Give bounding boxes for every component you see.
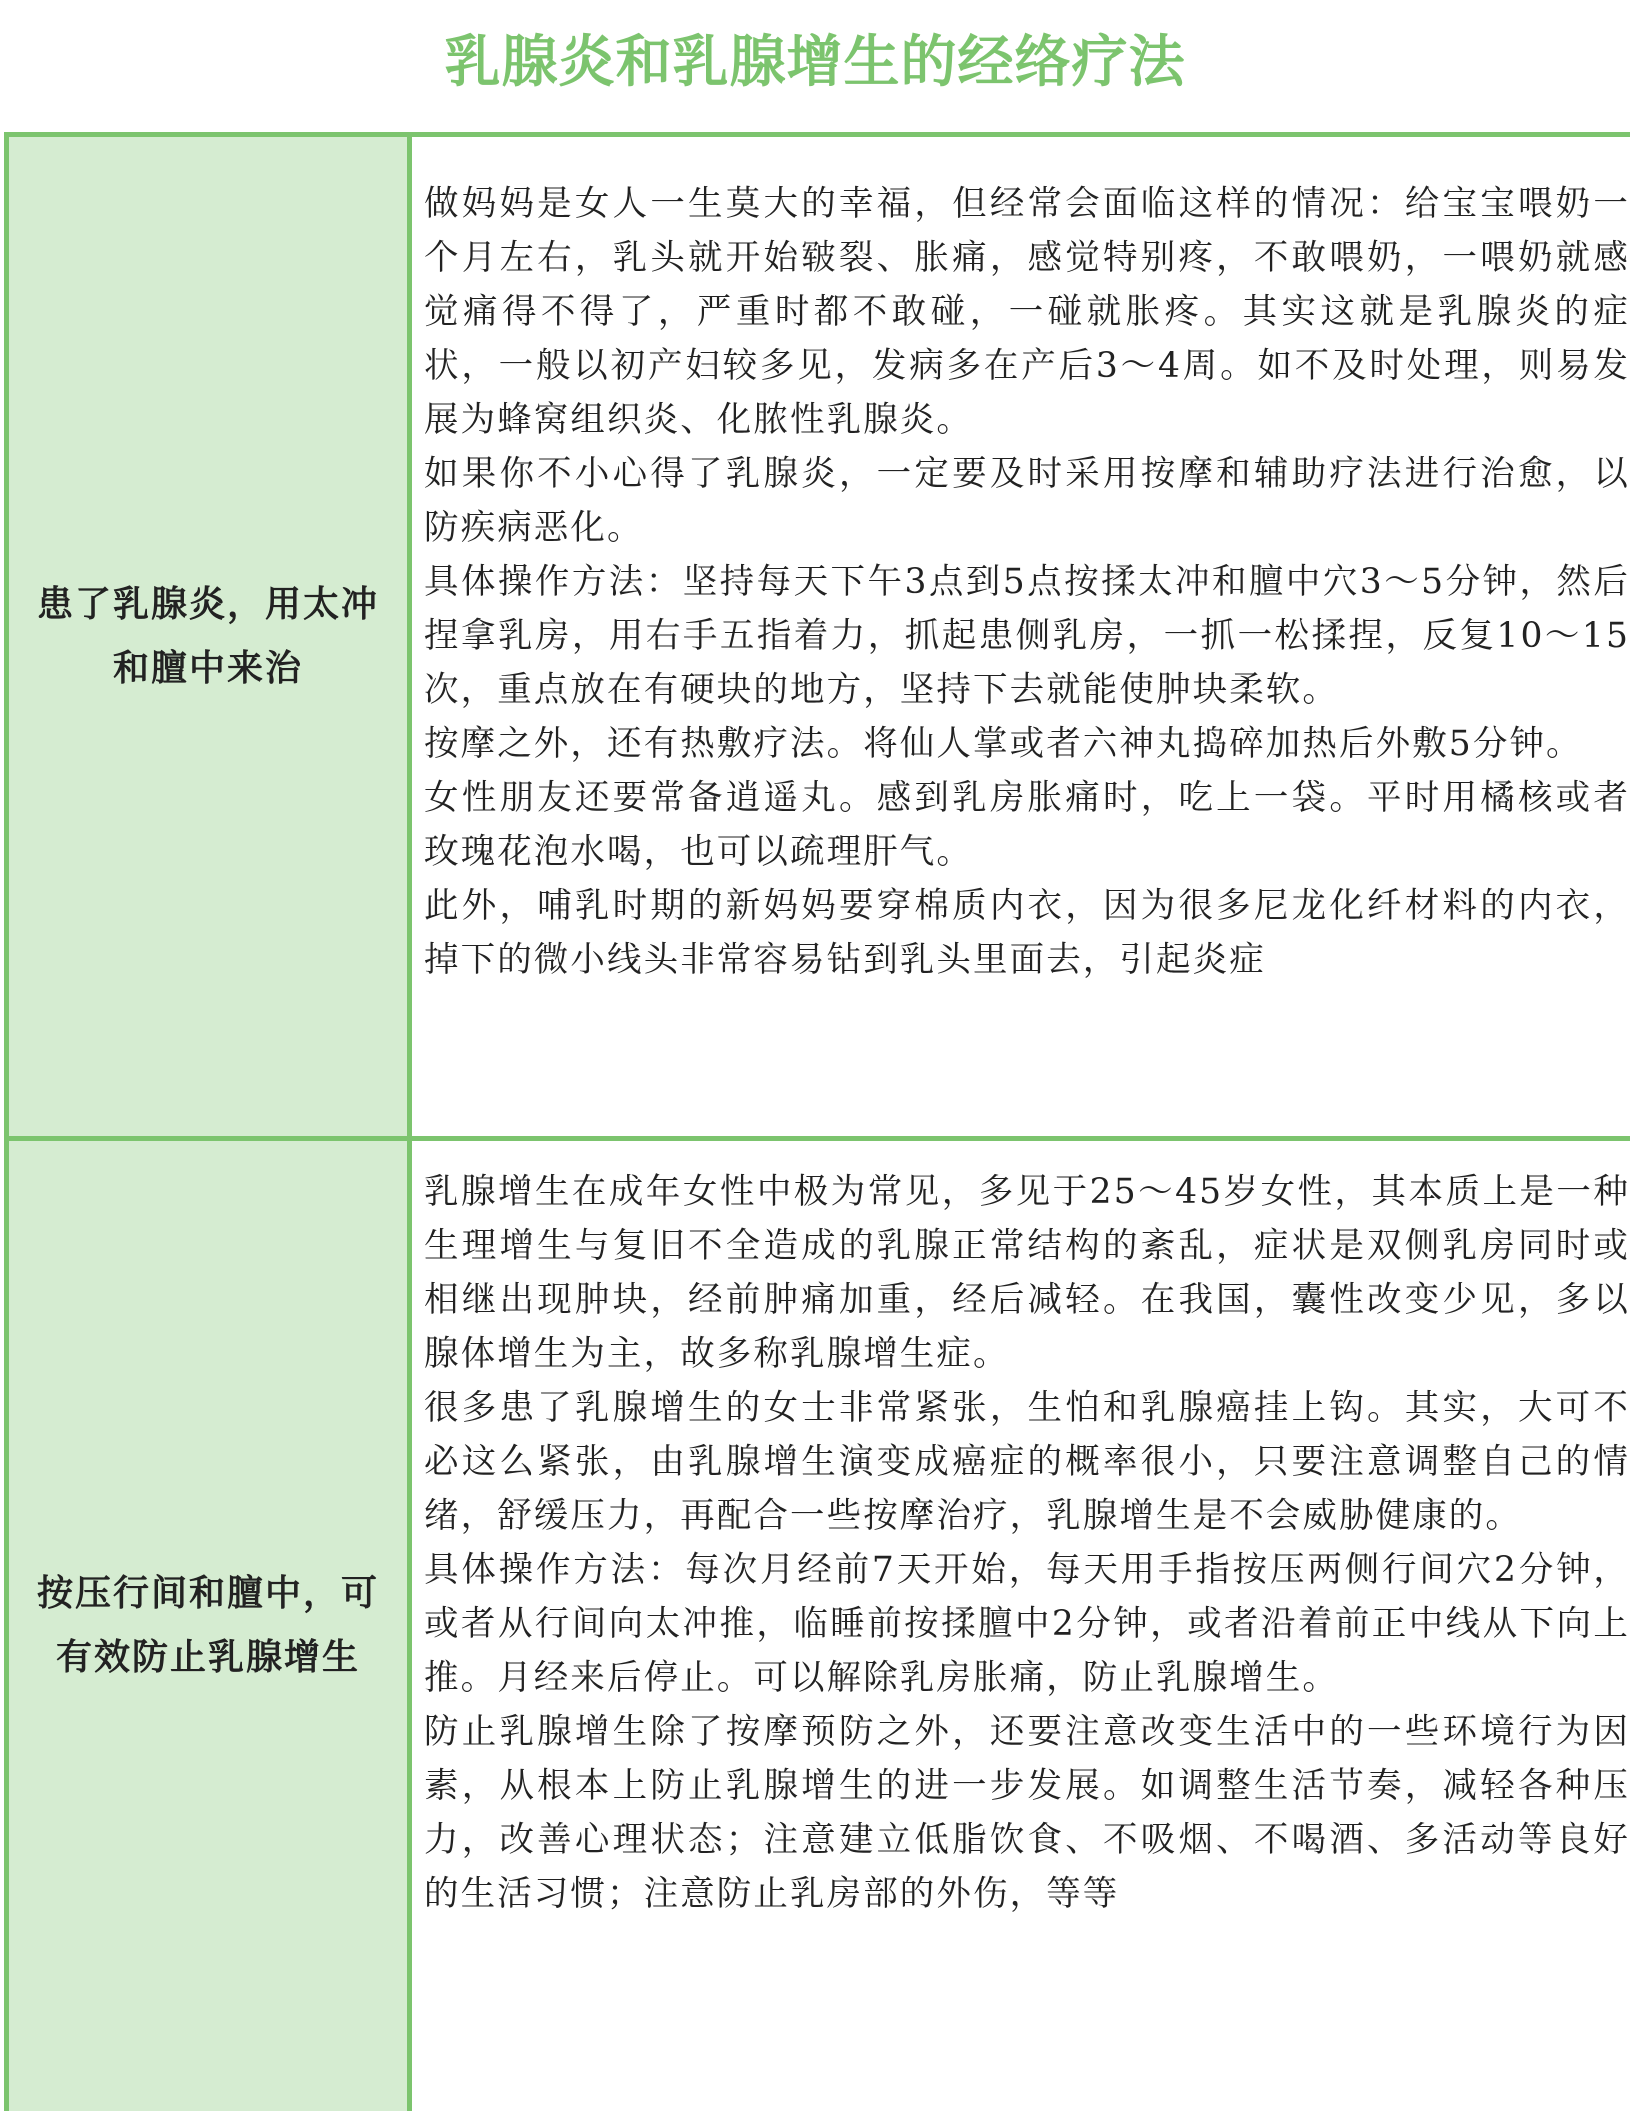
paragraph: 如果你不小心得了乳腺炎，一定要及时采用按摩和辅助疗法进行治愈，以防疾病恶化。 [424,454,1630,548]
paragraph: 防止乳腺增生除了按摩预防之外，还要注意改变生活中的一些环境行为因素，从根本上防止乳腺增生的进一步发展。如调整生活节奏，减轻各种压力，改善心理状态；注意建立低脂饮食、不吸烟、不喝酒、多活动等良好的生活习惯；注意防止乳房部的外伤，等等 [424,1712,1630,1914]
paragraph: 乳腺增生在成年女性中极为常见，多见于25～45岁女性，其本质上是一种生理增生与复旧不全造成的乳腺正常结构的紊乱，症状是双侧乳房同时或相继出现肿块，经前肿痛加重，经后减轻。在我国，囊性改变少见，多以腺体增生为主，故多称乳腺增生症。 [424,1172,1630,1374]
row-content-cell [412,1141,1630,2111]
paragraph: 此外，哺乳时期的新妈妈要穿棉质内衣，因为很多尼龙化纤材料的内衣，掉下的微小线头非常容易钻到乳头里面去，引起炎症 [424,886,1630,980]
table-row-hyperplasia [4,1141,1630,2111]
paragraph: 按摩之外，还有热敷疗法。将仙人掌或者六神丸捣碎加热后外敷5分钟。 [424,724,1583,764]
paragraph: 女性朋友还要常备逍遥丸。感到乳房胀痛时，吃上一袋。平时用橘核或者玫瑰花泡水喝，也可以疏理肝气。 [424,778,1630,872]
row-label-cell [4,1141,412,2111]
row-content-cell [412,137,1630,1136]
therapy-table [4,132,1630,2106]
table-row-mastitis [4,137,1630,1141]
paragraph: 具体操作方法：坚持每天下午3点到5点按揉太冲和膻中穴3～5分钟，然后捏拿乳房，用右手五指着力，抓起患侧乳房，一抓一松揉捏，反复10～15次，重点放在有硬块的地方，坚持下去就能使肿块柔软。 [424,562,1630,710]
paragraph: 具体操作方法：每次月经前7天开始，每天用手指按压两侧行间穴2分钟，或者从行间向太冲推，临睡前按揉膻中2分钟，或者沿着前正中线从下向上推。月经来后停止。可以解除乳房胀痛，防止乳腺增生。 [424,1550,1630,1698]
row-label-cell [4,137,412,1136]
row-label-mastitis: 患了乳腺炎，用太冲和膻中来治 [36,583,379,689]
row-label-hyperplasia: 按压行间和膻中，可有效防止乳腺增生 [36,1573,379,1678]
paragraph: 做妈妈是女人一生莫大的幸福，但经常会面临这样的情况：给宝宝喂奶一个月左右，乳头就开始皲裂、胀痛，感觉特别疼，不敢喂奶，一喂奶就感觉痛得不得了，严重时都不敢碰，一碰就胀疼。其实这就是乳腺炎的症状，一般以初产妇较多见，发病多在产后3～4周。如不及时处理，则易发展为蜂窝组织炎、化脓性乳腺炎。 [424,184,1630,440]
page-title: 乳腺炎和乳腺增生的经络疗法 [444,29,1186,95]
paragraph: 很多患了乳腺增生的女士非常紧张，生怕和乳腺癌挂上钩。其实，大可不必这么紧张，由乳腺增生演变成癌症的概率很小，只要注意调整自己的情绪，舒缓压力，再配合一些按摩治疗，乳腺增生是不会威胁健康的。 [424,1388,1630,1536]
